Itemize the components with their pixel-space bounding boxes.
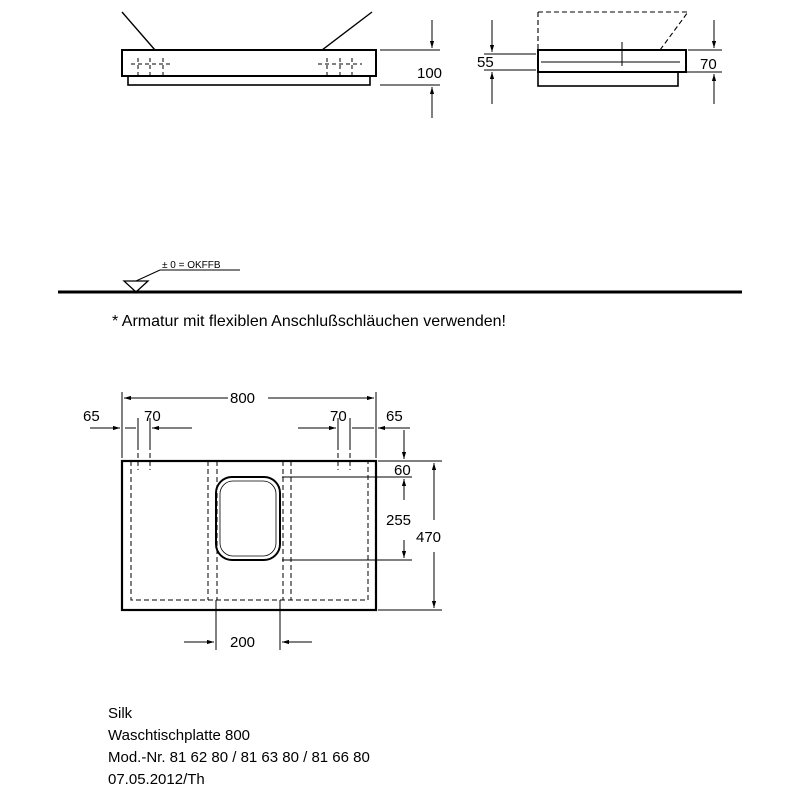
model-number: Mod.-Nr. 81 62 80 / 81 63 80 / 81 66 80: [108, 749, 370, 766]
plan-offset-right-label: 65: [386, 408, 403, 425]
floor-level: [58, 270, 742, 292]
side-view: [122, 12, 443, 118]
plan-basin-depth-label: 255: [386, 512, 412, 529]
product-info: [108, 703, 370, 791]
product-description: Waschtischplatte 800: [108, 727, 251, 744]
support-rail: [128, 76, 370, 85]
floor-level-label: ± 0 = OKFFB: [162, 260, 221, 271]
end-slab: [538, 50, 686, 72]
plan-spacing-right-label: 70: [330, 408, 347, 425]
plan-top-offset-label: 60: [394, 462, 411, 479]
plan-slab-outline: [122, 461, 376, 610]
side-height-label: 100: [417, 65, 443, 82]
plan-offset-left-label: 65: [83, 408, 100, 425]
end-dim-left-label: 55: [477, 54, 494, 71]
end-basin-outline: [538, 12, 688, 50]
basin-opening: [216, 477, 280, 560]
basin-bowl-outline: [122, 12, 372, 50]
drawing-date: 07.05.2012/Th: [108, 771, 205, 788]
installation-note: * Armatur mit flexiblen Anschlußschläuchen verwenden!: [112, 313, 506, 330]
end-view: [484, 12, 722, 104]
end-dim-right-label: 70: [700, 56, 717, 73]
end-rail: [538, 72, 678, 86]
plan-width-label: 800: [230, 390, 256, 407]
plan-basin-width-label: 200: [230, 634, 256, 651]
product-name: Silk: [108, 705, 133, 722]
plan-spacing-left-label: 70: [144, 408, 161, 425]
level-triangle-icon: [124, 281, 148, 292]
plan-total-depth-label: 470: [416, 529, 442, 546]
countertop-slab: [122, 50, 376, 76]
